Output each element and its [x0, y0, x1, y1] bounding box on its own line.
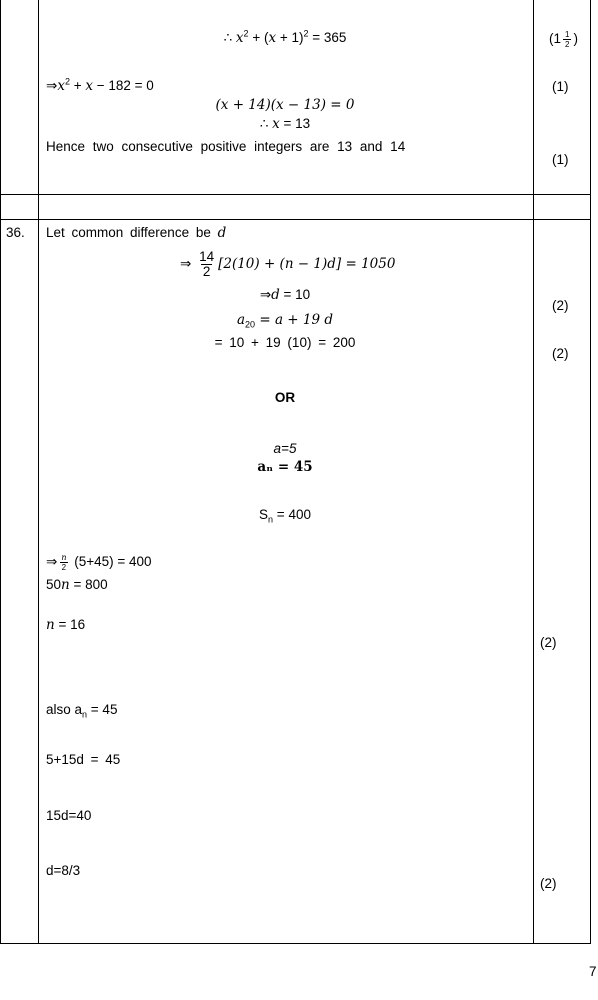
row-divider [0, 194, 591, 195]
equation-a20-value: = 10 + 19 (10) = 200 [214, 335, 356, 350]
row-divider [0, 219, 591, 220]
equation-n-value: n = 16 [46, 617, 86, 633]
equation-sum-of-squares: ∴ $x^2 + (x + 1)^2 = 365$ [223, 28, 347, 46]
equation-alt-sum: ⇒ $\frac{n}{2}$ (5+45) = 400 [46, 552, 152, 572]
mark: (2) [552, 298, 569, 313]
equation-5-15d: 5+15d = 45 [46, 752, 121, 767]
mark: (2) [552, 346, 569, 361]
equation-x-solution: ∴ x = 13 [259, 116, 311, 132]
equation-d-value: ⇒d = 10 [259, 287, 311, 303]
equation-sum-formula: ⇒ $\frac{14}{2}$ [2(10) + (n − 1)d] = 1050 [180, 248, 396, 279]
mark-one-and-half: (1 $\frac{1}{2}$ ) [549, 30, 578, 49]
table-right-border [590, 0, 591, 944]
question-number: 36. [6, 225, 25, 240]
equation-factorised: (x + 14)(x − 13) = 0 [215, 97, 355, 113]
equation-15d: 15d=40 [46, 808, 92, 823]
equation-quadratic: $\Rightarrow x^2 + x - 182 = 0$ [46, 76, 154, 94]
mark: (1) [552, 79, 569, 94]
mark: (2) [540, 876, 557, 891]
equation-a20: $a_{20} = a + 19$ d [236, 312, 334, 330]
mark: (2) [540, 635, 557, 650]
conclusion-text: Hence two consecutive positive integers are 13 and 14 [46, 139, 406, 154]
page-number: 7 [589, 964, 597, 979]
table-left-border [0, 0, 1, 944]
number-column-divider [38, 0, 39, 944]
table-bottom-border [0, 943, 591, 944]
intro-text: Let common difference be d [46, 225, 227, 241]
given-a: a=5 [273, 441, 297, 456]
marks-column-divider [533, 0, 534, 944]
equation-50n: 50n = 800 [46, 577, 108, 593]
mark: (1) [552, 152, 569, 167]
equation-d-fraction: d=8/3 [46, 863, 81, 878]
given-an: aₙ = 45 [257, 459, 313, 475]
or-separator: OR [274, 390, 296, 405]
equation-also-an: also $a_n = 45$ [46, 702, 118, 720]
given-sn: $S_n = 400$ [259, 507, 311, 525]
